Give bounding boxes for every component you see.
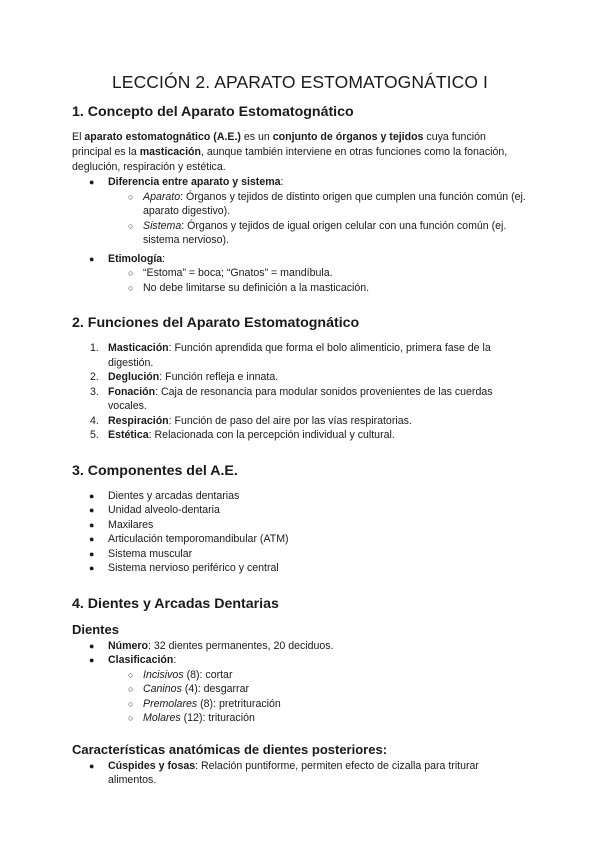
bullet-list bbox=[72, 489, 528, 576]
list-item bbox=[72, 759, 528, 788]
bullet-icon: ● bbox=[89, 760, 95, 771]
sub-list bbox=[72, 190, 528, 248]
item-text: : Órganos y tejidos de igual origen celular con una función común (ej. sistema nervioso). bbox=[143, 219, 507, 246]
item-label: Etimología bbox=[108, 252, 163, 265]
item-term: Incisivos bbox=[143, 668, 184, 681]
bullet-icon: ● bbox=[89, 655, 95, 665]
list-item bbox=[72, 428, 528, 443]
sub-list bbox=[72, 266, 528, 295]
bullet-list bbox=[72, 759, 528, 788]
section-funciones bbox=[72, 315, 528, 443]
sub-list-item bbox=[72, 190, 528, 219]
list-item bbox=[72, 639, 528, 654]
circle-bullet-icon: ○ bbox=[128, 684, 134, 694]
list-item bbox=[72, 503, 528, 518]
intro-paragraph bbox=[72, 130, 528, 175]
item-text: “Estoma” = boca; “Gnatos” = mandíbula. bbox=[143, 267, 333, 279]
list-item bbox=[72, 653, 528, 726]
bullet-list bbox=[72, 639, 528, 726]
list-item bbox=[72, 385, 528, 414]
item-label: Número bbox=[108, 639, 149, 652]
item-text: (4): desgarrar bbox=[181, 683, 249, 695]
item-text: : Relacionada con la percepción individual y cultural. bbox=[148, 429, 395, 441]
item-text: Dientes y arcadas dentarias bbox=[108, 489, 240, 502]
bullet-icon: ● bbox=[89, 505, 95, 515]
section-heading: 3. Componentes del A.E. bbox=[72, 462, 238, 479]
bullet-icon: ● bbox=[89, 548, 95, 559]
sub-list-item bbox=[72, 281, 528, 296]
bullet-icon: ● bbox=[89, 519, 95, 530]
section-componentes bbox=[72, 463, 528, 576]
item-term: Aparato bbox=[143, 190, 181, 203]
sub-list bbox=[72, 668, 528, 726]
list-item bbox=[72, 518, 528, 533]
list-item bbox=[72, 489, 528, 504]
text-run: El bbox=[72, 131, 85, 143]
item-text: : Función refleja e innata. bbox=[159, 371, 279, 383]
list-item bbox=[72, 532, 528, 547]
item-number: 2. bbox=[90, 371, 99, 383]
section-dientes bbox=[72, 596, 528, 788]
item-text: : Función de paso del aire por las vías respiratorias. bbox=[168, 414, 412, 427]
bold-run: conjunto de órganos y tejidos bbox=[272, 131, 424, 143]
item-text: Sistema nervioso periférico y central bbox=[108, 562, 279, 574]
item-text: Unidad alveolo-dentaria bbox=[108, 504, 220, 516]
page-title: LECCIÓN 2. APARATO ESTOMATOGNÁTICO I bbox=[111, 72, 489, 92]
text-run: cuya función principal es la bbox=[72, 131, 486, 158]
item-number: 4. bbox=[90, 414, 99, 427]
circle-bullet-icon: ○ bbox=[128, 268, 134, 278]
item-term: Caninos bbox=[143, 683, 182, 695]
item-text: Maxilares bbox=[108, 518, 154, 531]
list-item bbox=[72, 547, 528, 562]
item-text: Sistema muscular bbox=[108, 547, 193, 560]
bullet-icon: ● bbox=[89, 253, 95, 264]
subsection-heading: Dientes bbox=[72, 621, 119, 637]
bold-run: masticación bbox=[139, 146, 201, 158]
bullet-list bbox=[72, 175, 528, 295]
list-item bbox=[72, 414, 528, 429]
item-term: Premolares bbox=[143, 697, 198, 710]
section-heading: 4. Dientes y Arcadas Dentarias bbox=[72, 595, 279, 612]
list-item bbox=[72, 341, 528, 370]
item-text: (8): pretrituración bbox=[197, 697, 281, 710]
item-text: (12): trituración bbox=[180, 712, 255, 724]
item-number: 3. bbox=[90, 385, 99, 398]
bullet-icon: ● bbox=[89, 490, 95, 501]
sub-list-item bbox=[72, 219, 528, 248]
text-run: , aunque también interviene en otras funciones como la fonación, deglución, respiración y estética. bbox=[72, 146, 508, 173]
circle-bullet-icon: ○ bbox=[128, 698, 134, 709]
list-item bbox=[72, 175, 528, 248]
item-label: Diferencia entre aparato y sistema bbox=[108, 176, 281, 188]
list-item bbox=[72, 561, 528, 576]
item-term: Deglución bbox=[108, 371, 160, 383]
item-text: : 32 dientes permanentes, 20 deciduos. bbox=[148, 639, 334, 652]
item-term: Respiración bbox=[108, 414, 169, 427]
item-text: : Órganos y tejidos de distinto origen que cumplen una función común (ej. aparato digestivo). bbox=[143, 190, 526, 217]
section-heading: 1. Concepto del Aparato Estomatognático bbox=[72, 104, 354, 120]
item-text: Articulación temporomandibular (ATM) bbox=[108, 533, 289, 545]
bullet-icon: ● bbox=[89, 177, 95, 187]
item-text: No debe limitarse su definición a la masticación. bbox=[143, 281, 370, 294]
item-suffix: : bbox=[162, 252, 166, 265]
circle-bullet-icon: ○ bbox=[128, 669, 134, 680]
item-suffix: : bbox=[173, 654, 177, 666]
sub-list-item bbox=[72, 668, 528, 683]
item-term: Estética bbox=[108, 429, 149, 441]
item-term: Fonación bbox=[108, 385, 156, 398]
item-number: 1. bbox=[90, 342, 99, 354]
circle-bullet-icon: ○ bbox=[128, 191, 134, 202]
sub-list-item bbox=[72, 697, 528, 712]
bold-run: aparato estomatognático (A.E.) bbox=[84, 131, 241, 143]
item-text: (8): cortar bbox=[183, 668, 233, 681]
item-text: : Caja de resonancia para modular sonidos provenientes de las cuerdas vocales. bbox=[108, 385, 493, 412]
circle-bullet-icon: ○ bbox=[128, 220, 134, 231]
numbered-list bbox=[72, 341, 528, 443]
circle-bullet-icon: ○ bbox=[128, 282, 134, 293]
item-text: : Función aprendida que forma el bolo alimenticio, primera fase de la digestión. bbox=[108, 342, 491, 369]
sub-list-item bbox=[72, 266, 528, 281]
item-number: 5. bbox=[90, 429, 99, 441]
circle-bullet-icon: ○ bbox=[128, 713, 134, 723]
item-label: Clasificación bbox=[108, 654, 174, 666]
sub-list-item bbox=[72, 682, 528, 697]
item-term: Molares bbox=[143, 712, 181, 724]
section-concepto bbox=[72, 104, 528, 295]
item-term: Cúspides y fosas bbox=[108, 759, 196, 772]
section-heading: 2. Funciones del Aparato Estomatognático bbox=[72, 315, 360, 331]
bullet-icon: ● bbox=[89, 640, 95, 651]
bullet-icon: ● bbox=[89, 534, 95, 544]
subsection-heading: Características anatómicas de dientes posteriores: bbox=[72, 741, 388, 757]
list-item bbox=[72, 370, 528, 385]
item-text: : Relación puntiforme, permiten efecto de cizalla para triturar alimentos. bbox=[108, 759, 479, 786]
bullet-icon: ● bbox=[89, 563, 95, 573]
item-term: Masticación bbox=[108, 342, 169, 354]
sub-list-item bbox=[72, 711, 528, 726]
list-item bbox=[72, 252, 528, 296]
item-suffix: : bbox=[280, 176, 284, 188]
item-term: Sistema bbox=[143, 219, 182, 232]
text-run: es un bbox=[240, 131, 273, 143]
